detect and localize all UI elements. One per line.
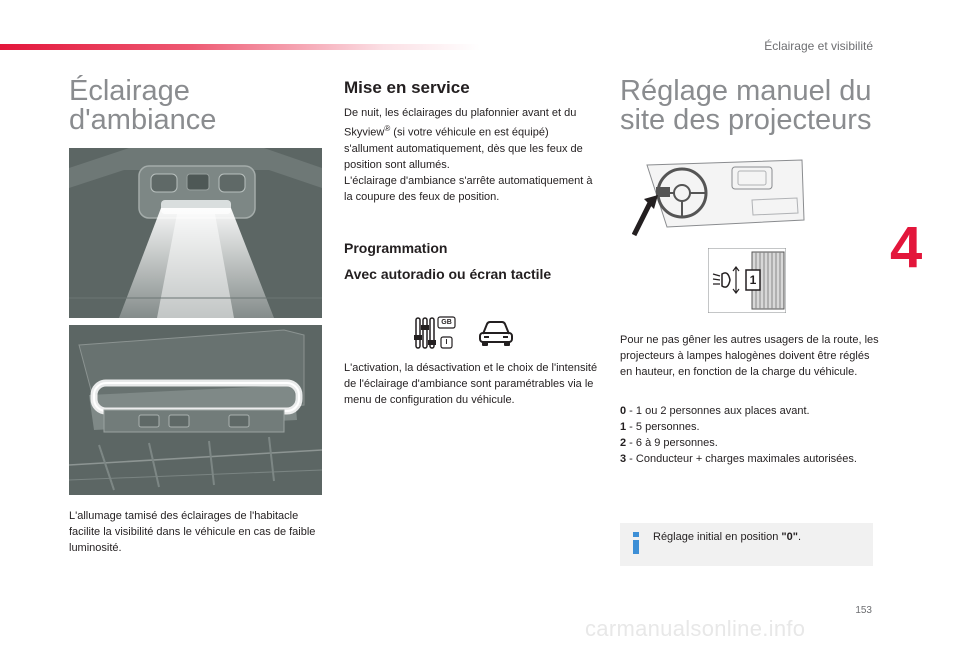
chapter-number: 4 [890,215,923,280]
watermark: carmanualsonline.info [585,616,806,641]
left-title-line2: d'ambiance [69,104,217,136]
vehicle-icon [478,318,514,348]
header-accent-bar [0,44,480,50]
load-settings-list [620,403,870,467]
list-item: 0 - 1 ou 2 personnes aux places avant. [620,405,810,417]
para1-before-sup: De nuit, les éclairages du plafonnier avant et du Skyview [344,107,577,139]
page-number: 153 [855,605,872,616]
headlamp-text: Pour ne pas gêner les autres usagers de la route, les projecteurs à lampes halogènes doivent être réglés en hauteur, en fonction de la charge du véhicule. [620,334,879,378]
registered-sup: ® [384,124,391,133]
heading-autoradio: Avec autoradio ou écran tactile [344,266,552,282]
list-item: 2 - 6 à 9 personnes. [620,437,718,449]
heading-programmation: Programmation [344,240,448,256]
info-note-box [620,523,873,566]
left-title-line1: Éclairage [69,75,190,107]
dial-position-label: 1 [749,273,757,287]
dashboard-illustration [632,155,806,237]
list-item: 3 - Conducteur + charges maximales autorisées. [620,453,857,465]
para1-after-sup: (si votre véhicule en est équipé) s'allument automatiquement, dès que les feux de position sont allumés. [344,126,583,171]
right-title [620,77,872,135]
left-caption: L'allumage tamisé des éclairages de l'habitacle facilite la visibilité dans le véhicule en cas de faible luminosité. [69,510,316,554]
section-title: Éclairage et visibilité [764,39,873,53]
left-title [69,77,216,135]
settings-badge-gb: GB [441,319,452,326]
list-item: 1 - 5 personnes. [620,421,700,433]
right-title-line1: Réglage manuel du [620,75,872,107]
settings-badge-i: I [445,339,448,346]
ambient-light-photo-front [69,148,322,318]
para2: L'éclairage d'ambiance s'arrête automatiquement à la coupure des feux de position. [344,174,593,203]
heading-mise-en-service: Mise en service [344,78,470,97]
ambient-light-photo-skyview [69,325,322,495]
headlamp-adjust-dial [708,248,786,313]
info-text: Réglage initial en position "0". [653,531,802,543]
mise-en-service-text [344,105,599,205]
info-icon [630,531,642,555]
right-title-line2: site des projecteurs [620,104,872,136]
settings-sliders-icon [414,315,456,351]
autoradio-text: L'activation, la désactivation et le choix de l'intensité de l'éclairage d'ambiance sont paramétrables via le menu de configuration du véhicule. [344,362,598,406]
